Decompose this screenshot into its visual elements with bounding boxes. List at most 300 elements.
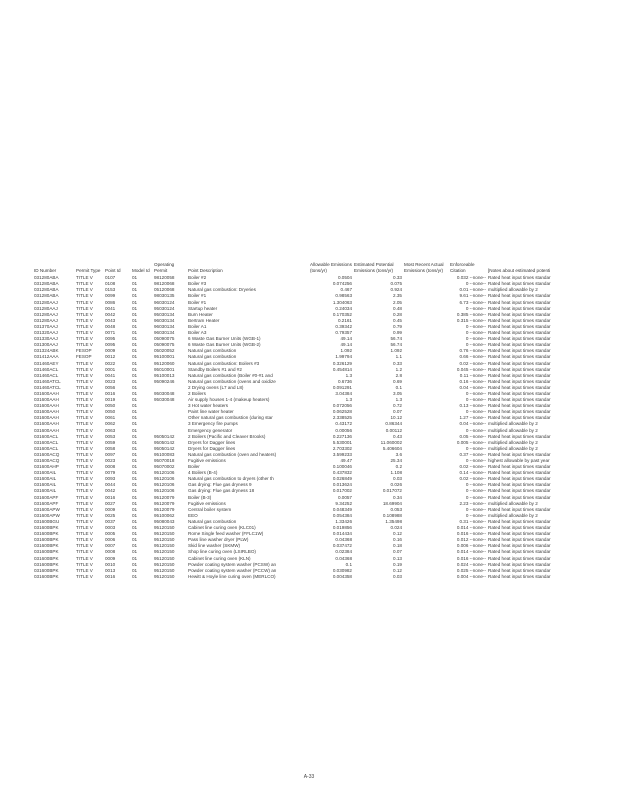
cell-model-id: 01 <box>132 458 138 463</box>
cell-model-id: 01 <box>132 323 138 329</box>
cell-estimated: 3.6 <box>395 451 402 457</box>
cell-actual-citation: 0.04 --none-- <box>459 384 486 390</box>
cell-point-description: Boiler A1 <box>188 323 207 329</box>
cell-notes: Rated heat input times standar <box>488 415 551 421</box>
cell-operating-permit: 95010001 <box>154 366 175 372</box>
cell-actual-citation: 0 --none-- <box>465 342 486 348</box>
cell-point-id: 0050 <box>105 409 116 415</box>
cell-id-number: 031280ABA <box>34 293 59 299</box>
cell-permit-type: TITLE V <box>76 470 93 476</box>
cell-permit-type: TITLE V <box>76 317 93 323</box>
cell-notes: Rated heat input times standar <box>488 494 551 500</box>
cell-point-id: 0056 <box>105 384 116 390</box>
cell-id-number: 031330AAJ <box>34 336 58 342</box>
cell-allowable: 0.026849 <box>332 476 352 482</box>
cell-point-id: 0097 <box>105 451 116 457</box>
cell-point-description: 2 Boilers <box>188 390 206 396</box>
header-point-id: Point Id <box>105 267 121 273</box>
cell-estimated: 0.07 <box>393 409 402 415</box>
cell-actual-citation: 0.01 --none-- <box>459 287 486 293</box>
cell-estimated: 1.108 <box>390 470 402 476</box>
cell-id-number: 031460AEY <box>34 360 59 366</box>
cell-allowable: 1.3 <box>345 372 352 378</box>
cell-estimated: 0.16 <box>393 537 402 543</box>
cell-operating-permit: 95050142 <box>154 439 175 445</box>
cell-allowable: 5.530001 <box>332 439 352 445</box>
cell-actual-citation: 0.66 --none-- <box>459 354 486 360</box>
cell-notes: Rated heat input times standar <box>488 464 551 470</box>
cell-id-number: 031460ACL <box>34 372 59 378</box>
cell-allowable: 0.326129 <box>332 360 352 366</box>
cell-point-id: 0009 <box>105 506 116 512</box>
cell-estimated: 0.017072 <box>382 488 402 494</box>
cell-notes: multiplied allowable by 2 <box>488 427 538 433</box>
cell-point-id: 0005 <box>105 531 116 537</box>
cell-actual-citation: 0.16 --none-- <box>459 378 486 384</box>
cell-point-description: Cabinet line curing oven (KLC01) <box>188 525 256 531</box>
cell-notes: Rated heat input times standar <box>488 573 551 579</box>
cell-point-id: 0025 <box>105 512 116 518</box>
table-header-row <box>33 262 618 275</box>
cell-model-id: 01 <box>132 293 138 299</box>
cell-notes: multiplied allowable by 2 <box>488 287 538 293</box>
cell-point-id: 0013 <box>105 567 116 573</box>
cell-model-id: 01 <box>132 299 138 305</box>
cell-estimated: 0.33 <box>393 360 402 366</box>
cell-actual-citation: 0.37 --none-- <box>459 451 486 457</box>
cell-operating-permit: 96030134 <box>154 323 175 329</box>
cell-allowable: 2.338525 <box>332 415 352 421</box>
cell-operating-permit: 95120106 <box>154 482 175 488</box>
cell-operating-permit: 95090246 <box>154 378 175 384</box>
cell-model-id: 01 <box>132 354 138 360</box>
cell-estimated: 0.024 <box>390 525 402 531</box>
cell-model-id: 01 <box>132 378 138 384</box>
cell-model-id: 01 <box>132 384 138 390</box>
cell-actual-citation: 0 --none-- <box>465 305 486 311</box>
cell-actual-citation: 0.02 --none-- <box>459 476 486 482</box>
cell-allowable: 0.6736 <box>337 378 352 384</box>
cell-estimated: 0.48 <box>393 305 402 311</box>
cell-allowable: 0.1 <box>345 561 352 567</box>
cell-allowable: 3.04384 <box>335 390 352 396</box>
cell-actual-citation: 0.005 --none-- <box>456 439 486 445</box>
cell-point-description: Natural gas combustion (ovens and oxidize <box>188 378 276 384</box>
cell-point-description: Natural gas combustion (Boiler #0-#1 and <box>188 372 273 378</box>
cell-notes: Rated heat input times standar <box>488 543 551 549</box>
cell-allowable: 0.437832 <box>332 470 352 476</box>
cell-point-id: 0041 <box>105 372 116 378</box>
cell-id-number: 031600AAH <box>34 421 59 427</box>
cell-operating-permit: 95100062 <box>154 512 175 518</box>
cell-point-description: Startup heater <box>188 305 218 311</box>
cell-point-id: 0023 <box>105 378 116 384</box>
cell-operating-permit: 95030048 <box>154 397 175 403</box>
cell-notes: Rated heat input times standar <box>488 360 551 366</box>
cell-permit-type: TITLE V <box>76 531 93 537</box>
cell-actual-citation: 0 --none-- <box>465 323 486 329</box>
cell-actual-citation: 0.014 --none-- <box>456 549 486 555</box>
cell-estimated: 1.35498 <box>385 518 402 524</box>
cell-model-id: 01 <box>132 439 138 445</box>
cell-permit-type: TITLE V <box>76 451 93 457</box>
cell-id-number: 031460ACL <box>34 366 59 372</box>
cell-point-description: 2 Boilers (Pacific and Cleaver Brooks) <box>188 433 266 439</box>
cell-permit-type: TITLE V <box>76 494 93 500</box>
cell-estimated: 56.74 <box>390 342 402 348</box>
cell-permit-type: TITLE V <box>76 293 93 299</box>
cell-notes: Rated heat input times standar <box>488 366 551 372</box>
cell-point-description: Rome Single feed washer (FFLC1W) <box>188 531 264 537</box>
cell-point-description: Shop line curing oven (LSIRLBO) <box>188 549 256 555</box>
cell-operating-permit: 05020052 <box>154 348 175 354</box>
cell-actual-citation: 0.11 --none-- <box>459 372 486 378</box>
cell-model-id: 01 <box>132 543 138 549</box>
cell-point-description: 4 Boilers (B-4) <box>188 470 218 476</box>
cell-notes: multiplied allowable by 2 <box>488 512 538 518</box>
cell-allowable: 0.037472 <box>332 543 352 549</box>
cell-operating-permit: 95120079 <box>154 506 175 512</box>
cell-point-description: Boiler <box>188 464 200 470</box>
cell-point-description: Boiler (B-3) <box>188 494 212 500</box>
cell-point-id: 0022 <box>105 360 116 366</box>
cell-model-id: 01 <box>132 464 138 470</box>
cell-id-number: 031280AAJ <box>34 299 58 305</box>
cell-actual-citation: 0 --none-- <box>465 445 486 451</box>
cell-point-id: 0107 <box>105 275 116 281</box>
cell-notes: Rated heat input times standar <box>488 567 551 573</box>
cell-id-number: 031600BPK <box>34 543 59 549</box>
cell-permit-type: TITLE V <box>76 561 93 567</box>
cell-notes: Rated heat input times standar <box>488 451 551 457</box>
cell-id-number: 031600APF <box>34 494 59 500</box>
cell-allowable: 0.39342 <box>335 323 352 329</box>
cell-notes: Rated heat input times standar <box>488 409 551 415</box>
cell-notes: Rated heat input times standar <box>488 531 551 537</box>
header-id-number: ID Number <box>34 267 57 273</box>
cell-id-number: 031600ACL <box>34 433 59 439</box>
cell-model-id: 01 <box>132 390 138 396</box>
cell-permit-type: FESOP <box>76 354 92 360</box>
cell-actual-citation: 0.14 --none-- <box>459 470 486 476</box>
cell-permit-type: TITLE V <box>76 415 93 421</box>
cell-estimated: 0.924 <box>390 287 402 293</box>
cell-point-description: Central boiler system <box>188 506 232 512</box>
cell-permit-type: TITLE V <box>76 366 93 372</box>
cell-operating-permit: 95120079 <box>154 500 175 506</box>
cell-point-id: 0012 <box>105 354 116 360</box>
cell-allowable: 1.304063 <box>332 299 352 305</box>
cell-id-number: 031460ATCL <box>34 378 61 384</box>
cell-notes: Rated heat input times standar <box>488 342 551 348</box>
cell-operating-permit: 95120060 <box>154 360 175 366</box>
cell-point-id: 0108 <box>105 281 116 287</box>
cell-operating-permit: 95070002 <box>154 464 175 470</box>
cell-actual-citation: 0 --none-- <box>465 281 486 287</box>
cell-model-id: 01 <box>132 366 138 372</box>
cell-permit-type: TITLE V <box>76 549 93 555</box>
cell-estimated: 25.34 <box>390 458 402 463</box>
cell-operating-permit: 95100083 <box>154 451 175 457</box>
cell-id-number: 031280ABA <box>34 275 59 281</box>
cell-id-number: 031600AHP <box>34 464 59 470</box>
cell-point-description: Boiler #2 <box>188 275 207 281</box>
cell-model-id: 01 <box>132 330 138 336</box>
cell-actual-citation: 0 --none-- <box>465 390 486 396</box>
cell-model-id: 01 <box>132 445 138 451</box>
cell-operating-permit: 95050142 <box>154 433 175 439</box>
cell-permit-type: TITLE V <box>76 372 93 378</box>
cell-operating-permit: 95100013 <box>154 372 175 378</box>
cell-actual-citation: 0.016 --none-- <box>456 555 486 561</box>
cell-actual-citation: 0 --none-- <box>465 506 486 512</box>
cell-estimated: 0.33 <box>393 275 402 281</box>
cell-estimated: 1.092 <box>390 348 402 354</box>
cell-permit-type: TITLE V <box>76 421 93 427</box>
cell-point-id: 0043 <box>105 317 116 323</box>
cell-estimated: 1.3 <box>395 397 402 403</box>
cell-model-id: 01 <box>132 336 138 342</box>
cell-actual-citation: 0.13 --none-- <box>459 403 486 409</box>
cell-actual-citation: 0 --none-- <box>465 427 486 433</box>
cell-point-description: Air supply houses 1-4 (makeup heaters) <box>188 397 270 403</box>
cell-notes: multiplied allowable by 2 <box>488 439 538 445</box>
cell-point-id: 0009 <box>105 348 116 354</box>
cell-allowable: 0.04368 <box>335 537 352 543</box>
header-model-id: Model Id <box>132 267 150 273</box>
cell-model-id: 01 <box>132 275 138 281</box>
cell-point-id: 0042 <box>105 311 116 317</box>
cell-point-id: 0071 <box>105 330 116 336</box>
cell-id-number: 031600BPK <box>34 555 59 561</box>
cell-allowable: 0.072056 <box>332 403 352 409</box>
cell-estimated: 0.86344 <box>385 421 402 427</box>
cell-allowable: 0.170352 <box>332 311 352 317</box>
cell-operating-permit: 95120150 <box>154 531 175 537</box>
cell-allowable: 0.454814 <box>332 366 352 372</box>
cell-notes: Rated heat input times standar <box>488 403 551 409</box>
header-point-description: Point Description <box>188 267 223 273</box>
cell-point-description: Powder coating system washer (PCSW) an <box>188 561 277 567</box>
cell-model-id: 01 <box>132 403 138 409</box>
cell-operating-permit: 96030124 <box>154 299 175 305</box>
cell-operating-permit: 95120150 <box>154 525 175 531</box>
cell-point-description: Gas drying: Flue gas dryness 18 <box>188 488 255 494</box>
cell-notes: Rated heat input times standar <box>488 372 551 378</box>
cell-allowable: 0.2161 <box>337 317 352 323</box>
cell-model-id: 01 <box>132 415 138 421</box>
cell-permit-type: TITLE V <box>76 336 93 342</box>
cell-operating-permit: 95030048 <box>154 390 175 396</box>
cell-point-id: 0095 <box>105 336 116 342</box>
cell-notes: Rated heat input times standar <box>488 348 551 354</box>
cell-point-id: 0023 <box>105 458 116 463</box>
cell-model-id: 01 <box>132 518 138 524</box>
cell-point-id: 0008 <box>105 549 116 555</box>
cell-estimated: 0.07 <box>393 549 402 555</box>
cell-model-id: 01 <box>132 549 138 555</box>
cell-permit-type: TITLE V <box>76 488 93 494</box>
cell-permit-type: TITLE V <box>76 543 93 549</box>
cell-point-id: 0027 <box>105 500 116 506</box>
cell-permit-type: TITLE V <box>76 330 93 336</box>
cell-permit-type: TITLE V <box>76 311 93 317</box>
cell-point-id: 0016 <box>105 573 116 579</box>
cell-point-description: Emergency generator <box>188 427 233 433</box>
cell-permit-type: TITLE V <box>76 500 93 506</box>
cell-id-number: 031600APF <box>34 500 59 506</box>
cell-operating-permit: 96030134 <box>154 330 175 336</box>
cell-point-id: 0095 <box>105 342 116 348</box>
cell-operating-permit: 95120150 <box>154 573 175 579</box>
cell-allowable: 0.0504 <box>337 275 352 281</box>
cell-point-description: Boiler #3 <box>188 281 207 287</box>
cell-id-number: 031600AAH <box>34 403 59 409</box>
cell-estimated: 0.28 <box>393 311 402 317</box>
cell-point-id: 0079 <box>105 470 116 476</box>
cell-permit-type: TITLE V <box>76 275 93 281</box>
cell-allowable: 0.00056 <box>335 427 352 433</box>
cell-id-number: 031600ACL <box>34 445 59 451</box>
cell-permit-type: TITLE V <box>76 342 93 348</box>
cell-point-description: Natural gas combustion <box>188 348 237 354</box>
cell-id-number: 031600AAH <box>34 427 59 433</box>
cell-id-number: 031600AAH <box>34 415 59 421</box>
cell-estimated: 0.99 <box>393 330 402 336</box>
cell-allowable: 3.599233 <box>332 451 352 457</box>
cell-notes: Rated heat input times standar <box>488 476 551 482</box>
cell-id-number: 031600AIL <box>34 488 57 494</box>
cell-notes: Rated heat input times standar <box>488 537 551 543</box>
cell-operating-permit: 98120068 <box>154 281 175 287</box>
cell-id-number: 031600BPK <box>34 573 59 579</box>
cell-permit-type: TITLE V <box>76 439 93 445</box>
cell-allowable: 0.24034 <box>335 305 352 311</box>
cell-operating-permit: 95120079 <box>154 494 175 500</box>
cell-point-id: 0099 <box>105 293 116 299</box>
cell-model-id: 01 <box>132 311 138 317</box>
cell-permit-type: TITLE V <box>76 287 93 293</box>
cell-point-id: 0003 <box>105 525 116 531</box>
cell-permit-type: TITLE V <box>76 555 93 561</box>
cell-point-id: 0037 <box>105 518 116 524</box>
cell-notes: highest allowable by past year <box>488 458 550 463</box>
cell-id-number: 031600APW <box>34 512 60 518</box>
cell-estimated: 10.12 <box>390 415 402 421</box>
cell-permit-type: TITLE V <box>76 305 93 311</box>
cell-point-description: Other natural gas combustion (during star <box>188 415 273 421</box>
cell-notes: Rated heat input times standar <box>488 390 551 396</box>
cell-point-id: 0048 <box>105 323 116 329</box>
cell-operating-permit: 95120106 <box>154 470 175 476</box>
cell-actual-citation: 0 --none-- <box>465 409 486 415</box>
cell-operating-permit: 95120150 <box>154 537 175 543</box>
cell-id-number: 031370AAJ <box>34 323 58 329</box>
cell-actual-citation: 0.76 --none-- <box>459 348 486 354</box>
cell-permit-type: TITLE V <box>76 458 93 463</box>
cell-notes: Rated heat input times standar <box>488 323 551 329</box>
cell-estimated: 0.00112 <box>385 427 402 433</box>
cell-model-id: 01 <box>132 305 138 311</box>
cell-notes: multiplied allowable by 2 <box>488 500 538 506</box>
cell-point-description: Natural gas combustion: Dryeries <box>188 287 256 293</box>
cell-allowable: 49.14 <box>340 342 352 348</box>
cell-id-number: 031280ABA <box>34 281 59 287</box>
cell-estimated: 0.19 <box>393 561 402 567</box>
cell-model-id: 01 <box>132 512 138 518</box>
cell-point-description: Fugitive emissions <box>188 500 226 506</box>
cell-model-id: 01 <box>132 287 138 293</box>
cell-id-number: 031600BPK <box>34 537 59 543</box>
cell-estimated: 0.34 <box>393 494 402 500</box>
cell-notes: Rated heat input times standar <box>488 275 551 281</box>
cell-notes: Rated heat input times standar <box>488 317 551 323</box>
cell-id-number: 031324ABK <box>34 348 59 354</box>
cell-permit-type: TITLE V <box>76 512 93 518</box>
cell-estimated: 0.79 <box>393 323 402 329</box>
cell-model-id: 01 <box>132 409 138 415</box>
cell-allowable: 0.467 <box>340 287 352 293</box>
cell-operating-permit: 05120068 <box>154 287 175 293</box>
cell-point-description: 3 Emergency fire pumps <box>188 421 238 427</box>
cell-permit-type: FESOP <box>76 348 92 354</box>
cell-point-description: Dryers for Dagger lines <box>188 445 236 451</box>
cell-point-description: Natural gas combustion <box>188 518 237 524</box>
cell-notes: Rated heat input times standar <box>488 482 551 488</box>
cell-id-number: 031280AAJ <box>34 317 58 323</box>
cell-actual-citation: 0 --none-- <box>465 397 486 403</box>
cell-notes: Rated heat input times standar <box>488 397 551 403</box>
cell-point-description: 3 Hot water heaters <box>188 403 229 409</box>
cell-id-number: 031600BPK <box>34 567 59 573</box>
cell-model-id: 01 <box>132 451 138 457</box>
cell-notes: Rated heat input times standar <box>488 506 551 512</box>
cell-id-number: 031280AAJ <box>34 311 58 317</box>
cell-estimated: 5.406604 <box>382 445 402 451</box>
cell-actual-citation: 9.61 --none-- <box>459 293 486 299</box>
cell-allowable: 1.33426 <box>335 518 352 524</box>
cell-point-id: 0086 <box>105 299 116 305</box>
cell-allowable: 1.99794 <box>335 354 352 360</box>
cell-model-id: 01 <box>132 427 138 433</box>
cell-estimated: 0.45 <box>393 317 402 323</box>
cell-notes: Rated heat input times standar <box>488 470 551 476</box>
table-body <box>33 275 618 580</box>
cell-id-number: 031600AAH <box>34 409 59 415</box>
cell-estimated: 0.12 <box>393 567 402 573</box>
cell-model-id: 01 <box>132 573 138 579</box>
header-enforceable-citation: Enforceable Citation <box>450 262 475 273</box>
cell-notes: Rated heat input times standar <box>488 311 551 317</box>
cell-notes: Rated heat input times standar <box>488 293 551 299</box>
cell-allowable: 0.030982 <box>332 567 352 573</box>
cell-model-id: 01 <box>132 506 138 512</box>
cell-point-description: Boiler #1 <box>188 299 207 305</box>
cell-notes: Rated heat input times standar <box>488 281 551 287</box>
cell-operating-permit: 98120058 <box>154 275 175 281</box>
cell-allowable: 0.79357 <box>335 330 352 336</box>
cell-estimated: 0.69 <box>393 378 402 384</box>
cell-point-description: Boiler #1 <box>188 293 207 299</box>
cell-model-id: 01 <box>132 537 138 543</box>
cell-estimated: 56.74 <box>390 336 402 342</box>
cell-permit-type: TITLE V <box>76 378 93 384</box>
cell-allowable: 0.98563 <box>335 293 352 299</box>
cell-operating-permit: 96030134 <box>154 317 175 323</box>
cell-point-id: 0016 <box>105 494 116 500</box>
cell-actual-citation: 0.025 --none-- <box>456 567 486 573</box>
cell-allowable: 0.091291 <box>332 384 352 390</box>
